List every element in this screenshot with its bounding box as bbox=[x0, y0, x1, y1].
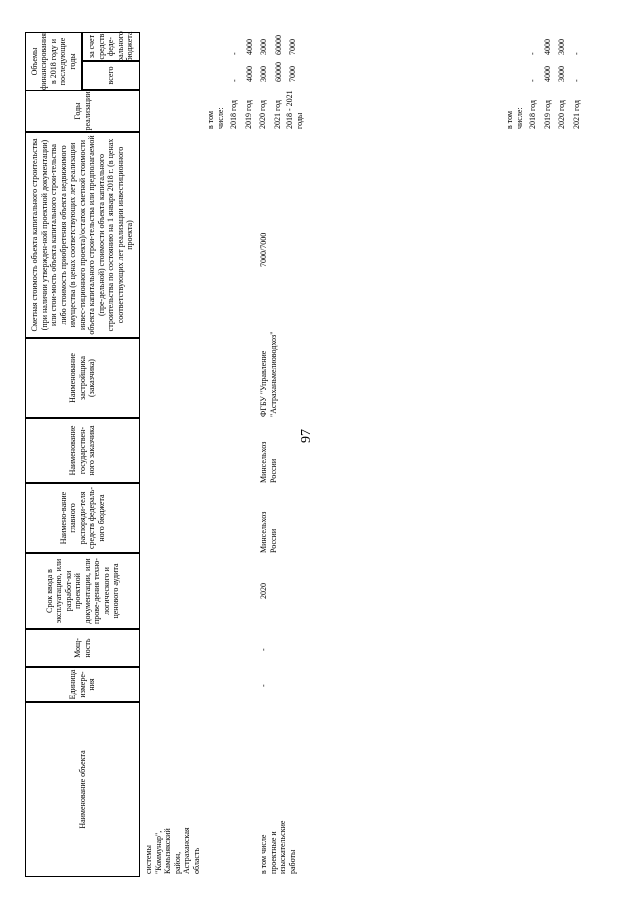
list-item: - bbox=[571, 79, 581, 82]
list-item: 7000 bbox=[288, 39, 297, 55]
list-item: 3000 bbox=[259, 39, 268, 55]
header-capacity: Мощ-ность bbox=[25, 629, 140, 667]
list-item: 60000 bbox=[273, 62, 283, 82]
header-object-name: Наименование объекта bbox=[25, 702, 140, 877]
header-years: Годы реализации bbox=[25, 90, 140, 132]
list-item: в том числе: bbox=[505, 107, 524, 129]
row1-federal-list bbox=[228, 35, 301, 55]
list-item: - bbox=[528, 79, 537, 82]
page-number: 97 bbox=[299, 429, 314, 443]
list-item: 2021 год bbox=[272, 100, 282, 129]
list-item: 2020 год bbox=[258, 100, 267, 129]
row1-unit: - bbox=[259, 684, 268, 687]
header-funding: Объемы финансирования в 2018 году и последующие годы bbox=[25, 32, 82, 90]
row1-main-manager: Минсельхоз России bbox=[259, 511, 278, 553]
object-name-continuation: системы "Коммунар", Камызякский район, Астраханская область bbox=[144, 827, 201, 874]
table-sheet bbox=[25, 32, 615, 877]
list-item: 2018 - 2021 годы bbox=[285, 90, 304, 129]
header-federal: за счет средств феде-рального бюджета bbox=[82, 32, 140, 61]
list-item: 2018 год bbox=[528, 100, 537, 129]
list-item: - bbox=[528, 52, 537, 55]
list-item: 7000 bbox=[288, 66, 297, 82]
list-item: - bbox=[230, 52, 239, 55]
row1-state-customer: Минсельхоз России bbox=[259, 441, 278, 483]
list-item: 4000 bbox=[542, 66, 552, 82]
header-unit: Единица измере-ния bbox=[25, 667, 140, 702]
row2-federal-list bbox=[526, 39, 584, 55]
list-item: - bbox=[571, 52, 581, 55]
header-main-manager: Наимено-вание главного распоряди-теля средств федераль-ного бюджета bbox=[25, 483, 140, 553]
list-item: 3000 bbox=[557, 66, 566, 82]
list-item: 2020 год bbox=[557, 100, 566, 129]
list-item: 2018 год bbox=[229, 100, 238, 129]
list-item: 4000 bbox=[244, 66, 254, 82]
row2-total-list bbox=[526, 66, 584, 82]
row2-years-list bbox=[505, 99, 584, 129]
header-developer: Наименование застройщика (заказчика) bbox=[25, 338, 140, 418]
list-item: 4000 bbox=[244, 39, 254, 55]
row1-cost: 7000/7000 bbox=[259, 232, 268, 267]
row1-years-list bbox=[206, 89, 304, 129]
row2-object-name: в том числе проектные и изыскательские работы bbox=[259, 820, 297, 874]
list-item: - bbox=[230, 79, 239, 82]
list-item: в том числе: bbox=[206, 107, 225, 129]
list-item: 60000 bbox=[273, 35, 283, 55]
row1-capacity: - bbox=[259, 648, 268, 651]
header-commissioning: Срок ввода в эксплуатацию, или разработ-ки проектной документации, или прове-дения техно-логического и ценового аудита bbox=[25, 553, 140, 629]
header-total: всего bbox=[82, 61, 140, 90]
list-item: 2019 год bbox=[243, 100, 253, 129]
list-item: 4000 bbox=[542, 39, 552, 55]
row1-total-list bbox=[228, 62, 301, 82]
header-estimated-cost: Сметная стоимость объекта капитального строительства (при наличии утвержден-ной проектной документации) или стои-мость объекта капитального строи-тельства либо стоимость приобретения объекта недвижимого имущества (в ценах соответствующих лет реализации инвес-тиционного проекта)/остаток сметной стоимости объекта капитального строи-тельства или предполагаемой (пре-дельной) стоимости объекта капитального строительства по состоянию на 1 января 2018 г. (в ценах соответствующих лет реализации инвестиционного проекта) bbox=[25, 132, 140, 338]
row1-commissioning: 2020 bbox=[259, 583, 268, 599]
header-state-customer: Наименование государствен-ного заказчика bbox=[25, 418, 140, 483]
list-item: 3000 bbox=[557, 39, 566, 55]
list-item: 3000 bbox=[259, 66, 268, 82]
list-item: 2019 год bbox=[542, 100, 552, 129]
row1-developer: ФГБУ "Управление "Астраханьмелиоводхоз" bbox=[259, 331, 278, 417]
list-item: 2021 год bbox=[571, 100, 581, 129]
